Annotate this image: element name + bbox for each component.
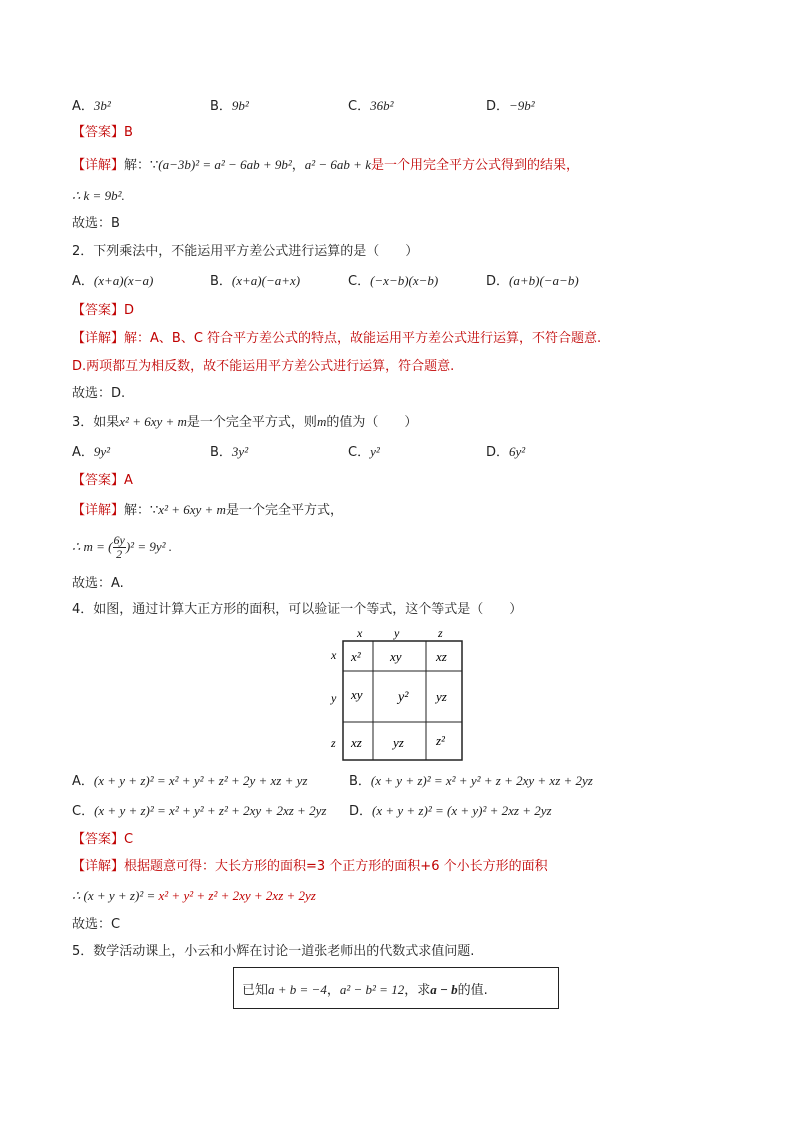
q1-choose: 故选：B (72, 216, 120, 231)
q4-detail: 【详解】根据题意可得：大长方形的面积=3 个正方形的面积+6 个小长方形的面积 (72, 859, 548, 874)
q4-choice-a: A．(x + y + z)² = x² + y² + z² + 2y + xz + yz (72, 773, 308, 789)
q4-choice-b: B．(x + y + z)² = x² + y² + z + 2xy + xz + 2yz (349, 773, 593, 789)
q2-choice-b: B．(x+a)(−a+x) (210, 273, 301, 289)
q4-choose: 故选：C (72, 917, 121, 932)
q3-choice-b: B．3y² (210, 444, 249, 460)
q1-choices (72, 97, 732, 115)
q4-col-label: y (394, 626, 400, 640)
q4-cell: z² (436, 733, 445, 748)
q3-fraction: $\frac{6y}{2}$ (113, 533, 125, 561)
q1-choice-b: B．9b² (210, 98, 249, 114)
q1-answer: 【答案】B (72, 125, 133, 140)
q3-therefore: ∴ m = ( $\frac{6y}{2}$ )² = 9y² . (72, 533, 173, 561)
q2-detail-1: 【详解】解：A、B、C 符合平方差公式的特点，故能运用平方差公式进行运算，不符合题意. (72, 331, 602, 346)
q3-choices (72, 443, 732, 461)
q4-cell: xz (436, 649, 447, 664)
q2-choose: 故选：D. (72, 386, 126, 401)
q4-row-label: z (331, 736, 336, 750)
q1-choice-d: D．−9b² (486, 98, 535, 114)
q4-col-label: z (438, 626, 443, 640)
q5-question: 5．数学活动课上，小云和小辉在讨论一道张老师出的代数式求值问题. (72, 944, 475, 959)
q3-choose: 故选：A. (72, 576, 124, 591)
q4-cell: xy (390, 649, 402, 664)
q1-therefore: ∴ k = 9b². (72, 188, 125, 203)
q4-cell: x² (351, 649, 361, 664)
q3-detail: 【详解】解：∵x² + 6xy + m是一个完全平方式， (72, 502, 343, 518)
q2-choice-a: A．(x+a)(x−a) (72, 273, 154, 289)
q4-row-label: x (331, 648, 337, 662)
q2-question: 2．下列乘法中，不能运用平方差公式进行运算的是（ ） (72, 244, 419, 259)
q4-cell: yz (436, 689, 447, 704)
q4-cell: yz (393, 735, 404, 750)
q4-row-label: y (331, 691, 337, 705)
q2-choices (72, 272, 732, 290)
q4-answer: 【答案】C (72, 832, 134, 847)
q2-answer: 【答案】D (72, 303, 135, 318)
q5-box-text: 已知a + b = −4，a² − b² = 12，求a − b的值. (242, 982, 488, 998)
q4-therefore: ∴ (x + y + z)² = x² + y² + z² + 2xy + 2xz + 2yz (72, 888, 316, 903)
q3-choice-c: C．y² (348, 444, 380, 460)
q1-choice-c: C．36b² (348, 98, 394, 114)
q4-choice-c: C．(x + y + z)² = x² + y² + z² + 2xy + 2xz + 2yz (72, 803, 327, 819)
q3-question: 3．如果x² + 6xy + m是一个完全平方式，则m的值为（ ） (72, 414, 418, 430)
q1-choice-a: A．3b² (72, 98, 111, 114)
q4-cell: y² (398, 690, 409, 705)
q2-choice-d: D．(a+b)(−a−b) (486, 273, 579, 289)
q4-cell: xz (351, 735, 362, 750)
q1-detail: 【详解】解：∵(a−3b)² = a² − 6ab + 9b²，a² − 6ab + k是一个用完全平方公式得到的结果， (72, 157, 579, 173)
q4-question: 4．如图，通过计算大正方形的面积，可以验证一个等式，这个等式是（ ） (72, 602, 523, 617)
q3-answer: 【答案】A (72, 473, 133, 488)
q3-choice-a: A．9y² (72, 444, 111, 460)
q5-problem-box (233, 967, 559, 1009)
q4-choice-d: D．(x + y + z)² = (x + y)² + 2xz + 2yz (349, 803, 552, 819)
q3-choice-d: D．6y² (486, 444, 526, 460)
q4-cell: xy (351, 687, 363, 702)
q4-col-label: x (357, 626, 363, 640)
q2-choice-c: C．(−x−b)(x−b) (348, 273, 439, 289)
q4-square-figure (322, 621, 472, 763)
q2-detail-2: D.两项都互为相反数，故不能运用平方差公式进行运算，符合题意. (72, 359, 455, 374)
